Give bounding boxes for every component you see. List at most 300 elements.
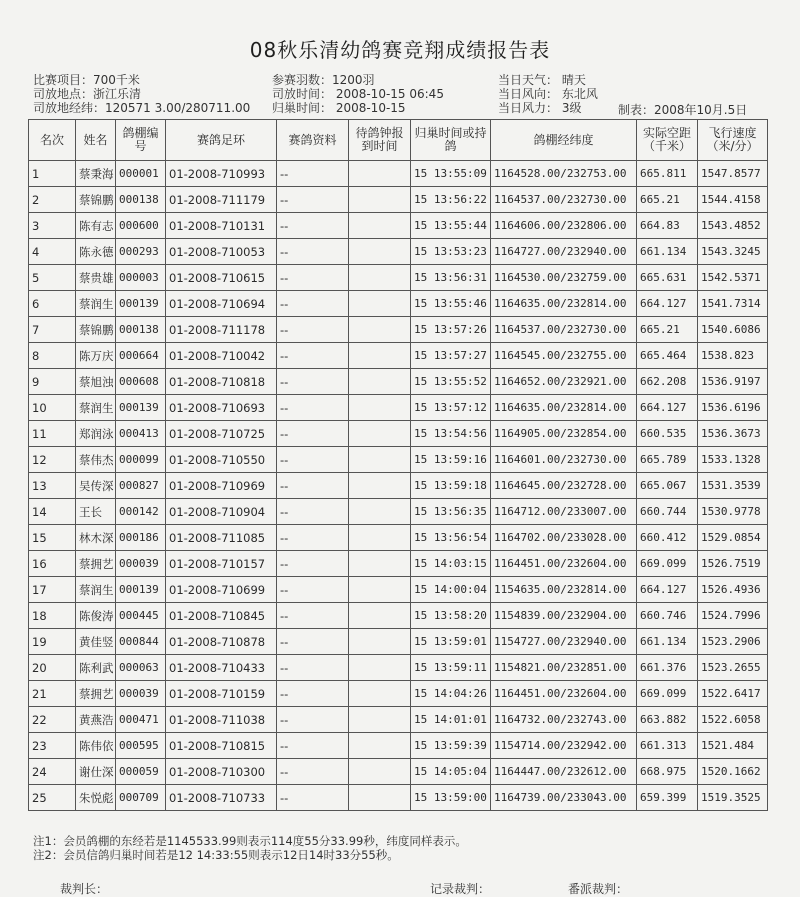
- cell-distance: 665.811: [637, 161, 698, 187]
- cell-distance: 664.127: [637, 577, 698, 603]
- table-row: [29, 213, 768, 239]
- cell-speed: 1524.7996: [698, 603, 768, 629]
- cell-speed: 1536.6196: [698, 395, 768, 421]
- table-row: [29, 291, 768, 317]
- cell-clock-time: [349, 629, 411, 655]
- cell-name: 吴传深: [76, 473, 116, 499]
- cell-pigeon-info: --: [277, 785, 349, 811]
- cell-arrival-time: 15 13:59:16: [411, 447, 491, 473]
- cell-loft-number: 000471: [116, 707, 166, 733]
- race-info-right: [498, 73, 598, 115]
- dispatch-referee-signature: 番派裁判：: [568, 882, 629, 896]
- cell-arrival-time: 15 13:53:23: [411, 239, 491, 265]
- cell-distance: 665.464: [637, 343, 698, 369]
- made-date: 制表：2008年10月.5日: [618, 103, 748, 117]
- table-row: [29, 395, 768, 421]
- cell-name: 朱悦彪: [76, 785, 116, 811]
- cell-loft-coordinates: 1154821.00/232851.00: [491, 655, 637, 681]
- col-header-speed: 飞行速度（米/分）: [698, 120, 768, 161]
- cell-loft-coordinates: 1164451.00/232604.00: [491, 551, 637, 577]
- cell-arrival-time: 15 13:58:20: [411, 603, 491, 629]
- table-row: [29, 369, 768, 395]
- cell-loft-coordinates: 1164530.00/232759.00: [491, 265, 637, 291]
- cell-name: 郑润泳: [76, 421, 116, 447]
- cell-distance: 661.313: [637, 733, 698, 759]
- cell-speed: 1547.8577: [698, 161, 768, 187]
- cell-arrival-time: 15 13:59:39: [411, 733, 491, 759]
- cell-loft-coordinates: 1164702.00/233028.00: [491, 525, 637, 551]
- cell-rank: 17: [29, 577, 76, 603]
- weather: 当日天气： 晴天: [498, 73, 586, 87]
- table-row: [29, 629, 768, 655]
- cell-loft-number: 000138: [116, 317, 166, 343]
- cell-name: 王长: [76, 499, 116, 525]
- cell-name: 陈俊涛: [76, 603, 116, 629]
- cell-speed: 1543.4852: [698, 213, 768, 239]
- cell-clock-time: [349, 239, 411, 265]
- cell-name: 蔡拥艺: [76, 681, 116, 707]
- cell-clock-time: [349, 551, 411, 577]
- table-row: [29, 603, 768, 629]
- cell-distance: 661.134: [637, 629, 698, 655]
- cell-rank: 6: [29, 291, 76, 317]
- results-table: [28, 119, 768, 811]
- cell-ring: 01-2008-710904: [166, 499, 277, 525]
- cell-speed: 1530.9778: [698, 499, 768, 525]
- table-row: [29, 785, 768, 811]
- cell-pigeon-info: --: [277, 317, 349, 343]
- cell-distance: 660.412: [637, 525, 698, 551]
- cell-ring: 01-2008-710157: [166, 551, 277, 577]
- cell-rank: 3: [29, 213, 76, 239]
- cell-name: 林木深: [76, 525, 116, 551]
- cell-distance: 669.099: [637, 551, 698, 577]
- cell-loft-coordinates: 1164635.00/232814.00: [491, 291, 637, 317]
- cell-name: 蔡伟杰: [76, 447, 116, 473]
- cell-loft-number: 000139: [116, 291, 166, 317]
- table-row: [29, 447, 768, 473]
- col-header-arrival-time: 归巢时间或持鸽: [411, 120, 491, 161]
- cell-arrival-time: 15 13:59:11: [411, 655, 491, 681]
- cell-speed: 1523.2655: [698, 655, 768, 681]
- table-row: [29, 161, 768, 187]
- cell-rank: 1: [29, 161, 76, 187]
- cell-rank: 16: [29, 551, 76, 577]
- cell-pigeon-info: --: [277, 343, 349, 369]
- cell-distance: 661.376: [637, 655, 698, 681]
- table-row: [29, 525, 768, 551]
- cell-ring: 01-2008-710815: [166, 733, 277, 759]
- cell-loft-number: 000099: [116, 447, 166, 473]
- cell-distance: 665.631: [637, 265, 698, 291]
- cell-arrival-time: 15 13:57:26: [411, 317, 491, 343]
- wind-force: 当日风力： 3级: [498, 101, 582, 115]
- cell-clock-time: [349, 707, 411, 733]
- cell-speed: 1519.3525: [698, 785, 768, 811]
- cell-loft-number: 000139: [116, 577, 166, 603]
- release-coordinates: 司放地经纬：120571 3.00/280711.00: [33, 101, 251, 115]
- cell-rank: 5: [29, 265, 76, 291]
- cell-pigeon-info: --: [277, 265, 349, 291]
- col-header-clock-time: 待鸽钟报到时间: [349, 120, 411, 161]
- cell-rank: 19: [29, 629, 76, 655]
- cell-loft-number: 000445: [116, 603, 166, 629]
- cell-clock-time: [349, 577, 411, 603]
- cell-arrival-time: 15 13:57:12: [411, 395, 491, 421]
- cell-distance: 664.127: [637, 291, 698, 317]
- cell-loft-coordinates: 1164451.00/232604.00: [491, 681, 637, 707]
- cell-clock-time: [349, 759, 411, 785]
- cell-distance: 664.127: [637, 395, 698, 421]
- cell-distance: 665.789: [637, 447, 698, 473]
- table-row: [29, 759, 768, 785]
- cell-pigeon-info: --: [277, 187, 349, 213]
- cell-name: 蔡润生: [76, 291, 116, 317]
- cell-arrival-time: 15 14:00:04: [411, 577, 491, 603]
- footnote: 注2：会员信鸽归巢时间若是12 14:33:55则表示12日14时33分55秒。: [33, 848, 399, 862]
- cell-speed: 1531.3539: [698, 473, 768, 499]
- cell-ring: 01-2008-710300: [166, 759, 277, 785]
- table-row: [29, 265, 768, 291]
- cell-clock-time: [349, 447, 411, 473]
- cell-pigeon-info: --: [277, 707, 349, 733]
- entry-count: 参赛羽数：1200羽: [272, 73, 375, 87]
- cell-loft-number: 000063: [116, 655, 166, 681]
- cell-name: 蔡贵雄: [76, 265, 116, 291]
- cell-arrival-time: 15 13:56:31: [411, 265, 491, 291]
- cell-pigeon-info: --: [277, 577, 349, 603]
- cell-rank: 12: [29, 447, 76, 473]
- cell-pigeon-info: --: [277, 733, 349, 759]
- col-header-loft-number: 鸽棚编号: [116, 120, 166, 161]
- cell-arrival-time: 15 13:56:22: [411, 187, 491, 213]
- cell-loft-number: 000608: [116, 369, 166, 395]
- cell-pigeon-info: --: [277, 213, 349, 239]
- cell-loft-number: 000003: [116, 265, 166, 291]
- cell-loft-coordinates: 1164545.00/232755.00: [491, 343, 637, 369]
- cell-speed: 1522.6058: [698, 707, 768, 733]
- cell-loft-number: 000186: [116, 525, 166, 551]
- cell-loft-coordinates: 1164652.00/232921.00: [491, 369, 637, 395]
- cell-loft-coordinates: 1164727.00/232940.00: [491, 239, 637, 265]
- cell-loft-number: 000142: [116, 499, 166, 525]
- cell-pigeon-info: --: [277, 161, 349, 187]
- cell-arrival-time: 15 13:56:54: [411, 525, 491, 551]
- cell-rank: 13: [29, 473, 76, 499]
- cell-loft-coordinates: 1154635.00/232814.00: [491, 577, 637, 603]
- cell-speed: 1526.7519: [698, 551, 768, 577]
- cell-ring: 01-2008-711038: [166, 707, 277, 733]
- cell-ring: 01-2008-710845: [166, 603, 277, 629]
- cell-arrival-time: 15 14:01:01: [411, 707, 491, 733]
- cell-name: 陈有志: [76, 213, 116, 239]
- table-row: [29, 187, 768, 213]
- cell-loft-number: 000709: [116, 785, 166, 811]
- record-referee-signature: 记录裁判：: [430, 882, 491, 896]
- cell-arrival-time: 15 14:05:04: [411, 759, 491, 785]
- cell-loft-number: 000059: [116, 759, 166, 785]
- cell-rank: 23: [29, 733, 76, 759]
- cell-ring: 01-2008-710733: [166, 785, 277, 811]
- cell-clock-time: [349, 395, 411, 421]
- cell-distance: 664.83: [637, 213, 698, 239]
- cell-ring: 01-2008-710693: [166, 395, 277, 421]
- cell-distance: 662.208: [637, 369, 698, 395]
- cell-loft-number: 000138: [116, 187, 166, 213]
- table-row: [29, 681, 768, 707]
- table-row: [29, 473, 768, 499]
- cell-ring: 01-2008-710131: [166, 213, 277, 239]
- cell-speed: 1526.4936: [698, 577, 768, 603]
- cell-clock-time: [349, 655, 411, 681]
- cell-speed: 1522.6417: [698, 681, 768, 707]
- cell-name: 蔡润生: [76, 577, 116, 603]
- cell-arrival-time: 15 13:54:56: [411, 421, 491, 447]
- cell-distance: 665.21: [637, 317, 698, 343]
- table-row: [29, 733, 768, 759]
- cell-clock-time: [349, 213, 411, 239]
- cell-rank: 21: [29, 681, 76, 707]
- cell-loft-coordinates: 1164447.00/232612.00: [491, 759, 637, 785]
- cell-arrival-time: 15 13:59:18: [411, 473, 491, 499]
- cell-loft-coordinates: 1164739.00/233043.00: [491, 785, 637, 811]
- page-title: 08秋乐清幼鸽赛竞翔成绩报告表: [249, 38, 551, 62]
- cell-distance: 665.067: [637, 473, 698, 499]
- cell-distance: 668.975: [637, 759, 698, 785]
- cell-loft-number: 000039: [116, 551, 166, 577]
- release-time: 司放时间： 2008-10-15 06:45: [272, 87, 444, 101]
- cell-loft-number: 000001: [116, 161, 166, 187]
- cell-pigeon-info: --: [277, 421, 349, 447]
- cell-name: 蔡锦鹏: [76, 187, 116, 213]
- cell-arrival-time: 15 13:55:44: [411, 213, 491, 239]
- cell-rank: 4: [29, 239, 76, 265]
- col-header-name: 姓名: [76, 120, 116, 161]
- cell-ring: 01-2008-710725: [166, 421, 277, 447]
- cell-ring: 01-2008-710694: [166, 291, 277, 317]
- cell-loft-coordinates: 1164635.00/232814.00: [491, 395, 637, 421]
- cell-name: 陈永德: [76, 239, 116, 265]
- cell-speed: 1536.3673: [698, 421, 768, 447]
- cell-loft-coordinates: 1164606.00/232806.00: [491, 213, 637, 239]
- cell-pigeon-info: --: [277, 759, 349, 785]
- cell-name: 黄燕浩: [76, 707, 116, 733]
- cell-name: 黄佳竖: [76, 629, 116, 655]
- cell-rank: 2: [29, 187, 76, 213]
- cell-ring: 01-2008-710615: [166, 265, 277, 291]
- cell-ring: 01-2008-710699: [166, 577, 277, 603]
- cell-rank: 25: [29, 785, 76, 811]
- cell-distance: 660.744: [637, 499, 698, 525]
- cell-rank: 14: [29, 499, 76, 525]
- cell-rank: 8: [29, 343, 76, 369]
- cell-pigeon-info: --: [277, 525, 349, 551]
- table-row: [29, 421, 768, 447]
- footnote: 注1：会员鸽棚的东经若是1145533.99则表示114度55分33.99秒，纬度同样表示。: [33, 834, 467, 848]
- cell-loft-number: 000595: [116, 733, 166, 759]
- cell-arrival-time: 15 13:59:00: [411, 785, 491, 811]
- cell-pigeon-info: --: [277, 447, 349, 473]
- cell-arrival-time: 15 13:55:46: [411, 291, 491, 317]
- cell-speed: 1541.7314: [698, 291, 768, 317]
- cell-arrival-time: 15 14:03:15: [411, 551, 491, 577]
- cell-clock-time: [349, 265, 411, 291]
- race-info-middle: [272, 73, 444, 115]
- cell-clock-time: [349, 499, 411, 525]
- cell-clock-time: [349, 681, 411, 707]
- table-row: [29, 655, 768, 681]
- cell-clock-time: [349, 473, 411, 499]
- cell-arrival-time: 15 14:04:26: [411, 681, 491, 707]
- cell-ring: 01-2008-710159: [166, 681, 277, 707]
- cell-rank: 20: [29, 655, 76, 681]
- cell-loft-number: 000039: [116, 681, 166, 707]
- table-row: [29, 551, 768, 577]
- cell-ring: 01-2008-710053: [166, 239, 277, 265]
- cell-loft-number: 000413: [116, 421, 166, 447]
- cell-name: 蔡拥艺: [76, 551, 116, 577]
- cell-speed: 1529.0854: [698, 525, 768, 551]
- table-row: [29, 317, 768, 343]
- cell-clock-time: [349, 291, 411, 317]
- cell-clock-time: [349, 317, 411, 343]
- race-distance: 比赛项目：700千米: [33, 73, 140, 87]
- cell-loft-coordinates: 1164537.00/232730.00: [491, 187, 637, 213]
- cell-name: 蔡润生: [76, 395, 116, 421]
- cell-ring: 01-2008-710993: [166, 161, 277, 187]
- cell-pigeon-info: --: [277, 291, 349, 317]
- cell-pigeon-info: --: [277, 369, 349, 395]
- col-header-ring: 赛鸽足环: [166, 120, 277, 161]
- cell-distance: 663.882: [637, 707, 698, 733]
- cell-loft-number: 000844: [116, 629, 166, 655]
- cell-clock-time: [349, 187, 411, 213]
- cell-speed: 1538.823: [698, 343, 768, 369]
- footnotes: [33, 834, 467, 862]
- cell-loft-coordinates: 1154714.00/232942.00: [491, 733, 637, 759]
- cell-pigeon-info: --: [277, 629, 349, 655]
- cell-loft-number: 000664: [116, 343, 166, 369]
- cell-loft-number: 000827: [116, 473, 166, 499]
- cell-arrival-time: 15 13:57:27: [411, 343, 491, 369]
- return-time: 归巢时间： 2008-10-15: [272, 101, 406, 115]
- cell-distance: 665.21: [637, 187, 698, 213]
- cell-ring: 01-2008-710878: [166, 629, 277, 655]
- cell-pigeon-info: --: [277, 239, 349, 265]
- cell-clock-time: [349, 525, 411, 551]
- cell-ring: 01-2008-710042: [166, 343, 277, 369]
- cell-ring: 01-2008-711178: [166, 317, 277, 343]
- chief-referee-signature: 裁判长：: [60, 882, 109, 896]
- cell-clock-time: [349, 733, 411, 759]
- cell-clock-time: [349, 343, 411, 369]
- cell-distance: 661.134: [637, 239, 698, 265]
- cell-speed: 1536.9197: [698, 369, 768, 395]
- table-row: [29, 343, 768, 369]
- cell-loft-coordinates: 1164601.00/232730.00: [491, 447, 637, 473]
- cell-loft-number: 000139: [116, 395, 166, 421]
- cell-rank: 9: [29, 369, 76, 395]
- cell-loft-coordinates: 1164712.00/233007.00: [491, 499, 637, 525]
- cell-loft-coordinates: 1164732.00/232743.00: [491, 707, 637, 733]
- cell-loft-coordinates: 1164537.00/232730.00: [491, 317, 637, 343]
- cell-name: 蔡锦鹏: [76, 317, 116, 343]
- cell-speed: 1521.484: [698, 733, 768, 759]
- col-header-rank: 名次: [29, 120, 76, 161]
- cell-loft-coordinates: 1164528.00/232753.00: [491, 161, 637, 187]
- table-row: [29, 577, 768, 603]
- cell-name: 陈万庆: [76, 343, 116, 369]
- cell-pigeon-info: --: [277, 473, 349, 499]
- cell-pigeon-info: --: [277, 603, 349, 629]
- cell-pigeon-info: --: [277, 655, 349, 681]
- col-header-pigeon-info: 赛鸽资料: [277, 120, 349, 161]
- cell-rank: 24: [29, 759, 76, 785]
- cell-ring: 01-2008-710818: [166, 369, 277, 395]
- cell-speed: 1542.5371: [698, 265, 768, 291]
- cell-distance: 660.535: [637, 421, 698, 447]
- cell-ring: 01-2008-711085: [166, 525, 277, 551]
- cell-speed: 1533.1328: [698, 447, 768, 473]
- cell-loft-coordinates: 1154839.00/232904.00: [491, 603, 637, 629]
- cell-ring: 01-2008-711179: [166, 187, 277, 213]
- wind-direction: 当日风向： 东北风: [498, 87, 598, 101]
- cell-loft-number: 000600: [116, 213, 166, 239]
- cell-clock-time: [349, 421, 411, 447]
- release-location: 司放地点：浙江乐清: [33, 87, 142, 101]
- cell-arrival-time: 15 13:56:35: [411, 499, 491, 525]
- race-info-left: [33, 73, 250, 115]
- cell-name: 陈利武: [76, 655, 116, 681]
- cell-clock-time: [349, 369, 411, 395]
- table-row: [29, 707, 768, 733]
- cell-rank: 11: [29, 421, 76, 447]
- cell-pigeon-info: --: [277, 499, 349, 525]
- cell-arrival-time: 15 13:55:52: [411, 369, 491, 395]
- cell-distance: 669.099: [637, 681, 698, 707]
- cell-loft-coordinates: 1154727.00/232940.00: [491, 629, 637, 655]
- cell-distance: 660.746: [637, 603, 698, 629]
- cell-clock-time: [349, 785, 411, 811]
- cell-ring: 01-2008-710969: [166, 473, 277, 499]
- cell-name: 蔡秉海: [76, 161, 116, 187]
- cell-distance: 659.399: [637, 785, 698, 811]
- cell-speed: 1520.1662: [698, 759, 768, 785]
- cell-clock-time: [349, 161, 411, 187]
- cell-name: 谢仕深: [76, 759, 116, 785]
- cell-speed: 1543.3245: [698, 239, 768, 265]
- col-header-loft-coordinates: 鸽棚经纬度: [491, 120, 637, 161]
- cell-speed: 1544.4158: [698, 187, 768, 213]
- cell-rank: 7: [29, 317, 76, 343]
- table-row: [29, 499, 768, 525]
- cell-name: 陈伟依: [76, 733, 116, 759]
- cell-name: 蔡旭浊: [76, 369, 116, 395]
- cell-arrival-time: 15 13:55:09: [411, 161, 491, 187]
- table-row: [29, 239, 768, 265]
- cell-loft-number: 000293: [116, 239, 166, 265]
- cell-rank: 10: [29, 395, 76, 421]
- cell-speed: 1540.6086: [698, 317, 768, 343]
- cell-arrival-time: 15 13:59:01: [411, 629, 491, 655]
- cell-clock-time: [349, 603, 411, 629]
- col-header-distance: 实际空距（千米）: [637, 120, 698, 161]
- cell-loft-coordinates: 1164645.00/232728.00: [491, 473, 637, 499]
- cell-ring: 01-2008-710550: [166, 447, 277, 473]
- cell-rank: 18: [29, 603, 76, 629]
- cell-pigeon-info: --: [277, 395, 349, 421]
- cell-ring: 01-2008-710433: [166, 655, 277, 681]
